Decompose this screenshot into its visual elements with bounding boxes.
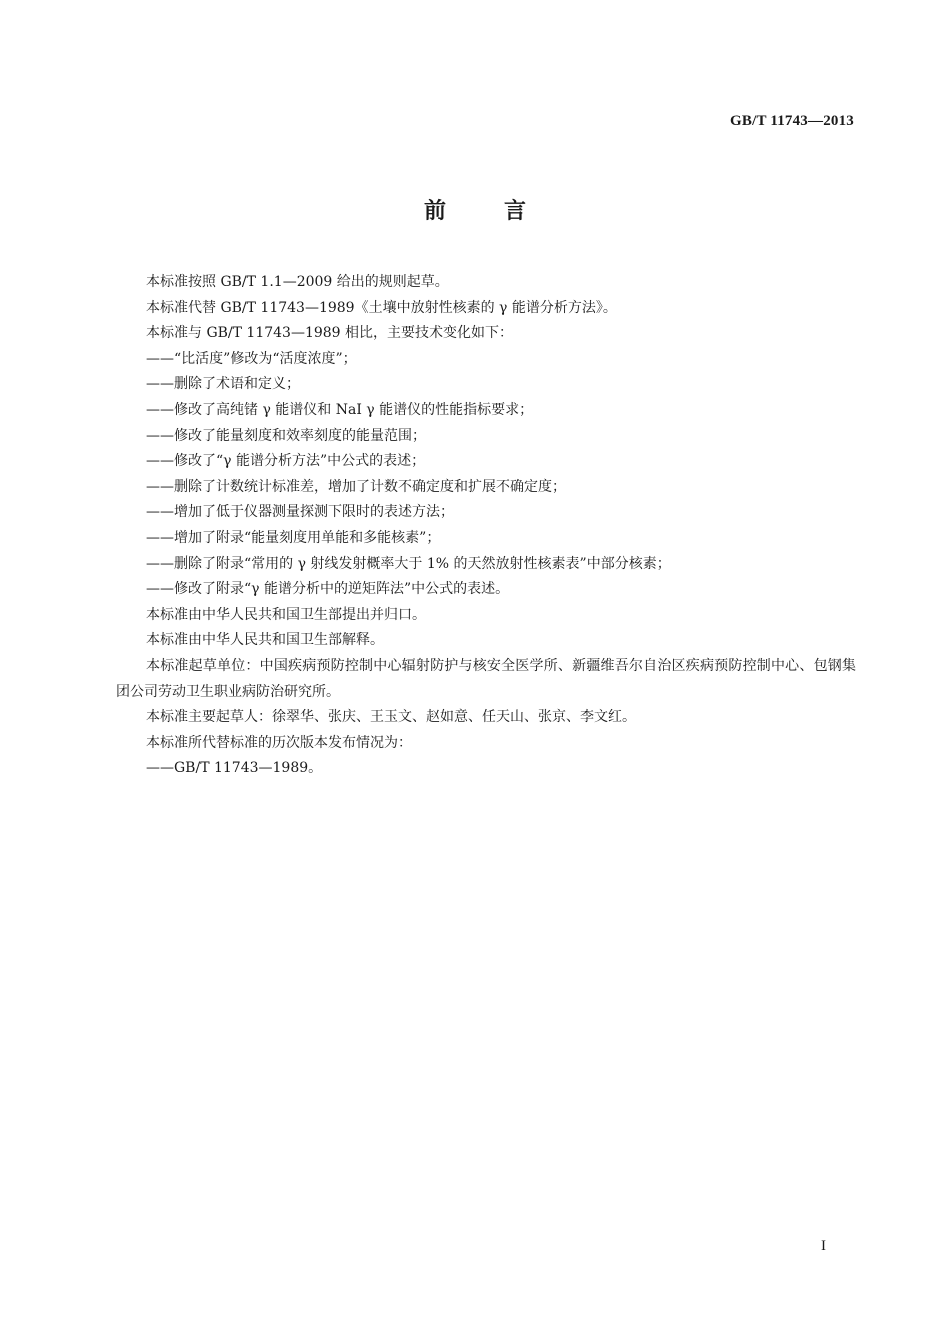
closing-paragraph: 本标准由中华人民共和国卫生部解释。 bbox=[146, 632, 384, 649]
closing-paragraph: 本标准由中华人民共和国卫生部提出并归口。 bbox=[146, 606, 426, 623]
history-list-item: ——GB/T 11743—1989。 bbox=[146, 760, 323, 777]
intro-paragraph: 本标准代替 GB/T 11743—1989《土壤中放射性核素的 γ 能谱分析方法》。 bbox=[146, 299, 617, 316]
change-list-item: ——增加了附录“能量刻度用单能和多能核素”； bbox=[146, 529, 441, 546]
closing-paragraph: 本标准主要起草人：徐翠华、张庆、王玉文、赵如意、任天山、张京、李文红。 bbox=[146, 709, 636, 726]
foreword-body bbox=[116, 270, 856, 782]
change-list-item: ——删除了计数统计标准差，增加了计数不确定度和扩展不确定度； bbox=[146, 478, 566, 495]
change-list-item: ——修改了高纯锗 γ 能谱仪和 NaI γ 能谱仪的性能指标要求； bbox=[146, 401, 534, 418]
change-list-item: ——修改了能量刻度和效率刻度的能量范围； bbox=[146, 427, 426, 444]
change-list-item: ——“比活度”修改为“活度浓度”； bbox=[146, 350, 357, 367]
change-list-item: ——修改了“γ 能谱分析方法”中公式的表述； bbox=[146, 453, 426, 470]
page-title: 前言 bbox=[423, 199, 584, 224]
change-list-item: ——增加了低于仪器测量探测下限时的表述方法； bbox=[146, 504, 454, 521]
closing-paragraph: 本标准所代替标准的历次版本发布情况为： bbox=[146, 734, 412, 751]
change-list-item: ——删除了附录“常用的 γ 射线发射概率大于 1% 的天然放射性核素表”中部分核素； bbox=[146, 555, 671, 572]
intro-paragraph: 本标准与 GB/T 11743—1989 相比，主要技术变化如下： bbox=[146, 325, 514, 342]
closing-paragraph: 本标准起草单位：中国疾病预防控制中心辐射防护与核安全医学所、新疆维吾尔自治区疾病预防控制中心、包钢集团公司劳动卫生职业病防治研究所。 bbox=[116, 657, 856, 700]
standard-code: GB/T 11743—2013 bbox=[730, 113, 854, 129]
change-list-item: ——修改了附录“γ 能谱分析中的逆矩阵法”中公式的表述。 bbox=[146, 581, 510, 598]
change-list-item: ——删除了术语和定义； bbox=[146, 376, 300, 393]
intro-paragraph: 本标准按照 GB/T 1.1—2009 给出的规则起草。 bbox=[146, 274, 449, 290]
page-number: I bbox=[821, 1238, 826, 1254]
